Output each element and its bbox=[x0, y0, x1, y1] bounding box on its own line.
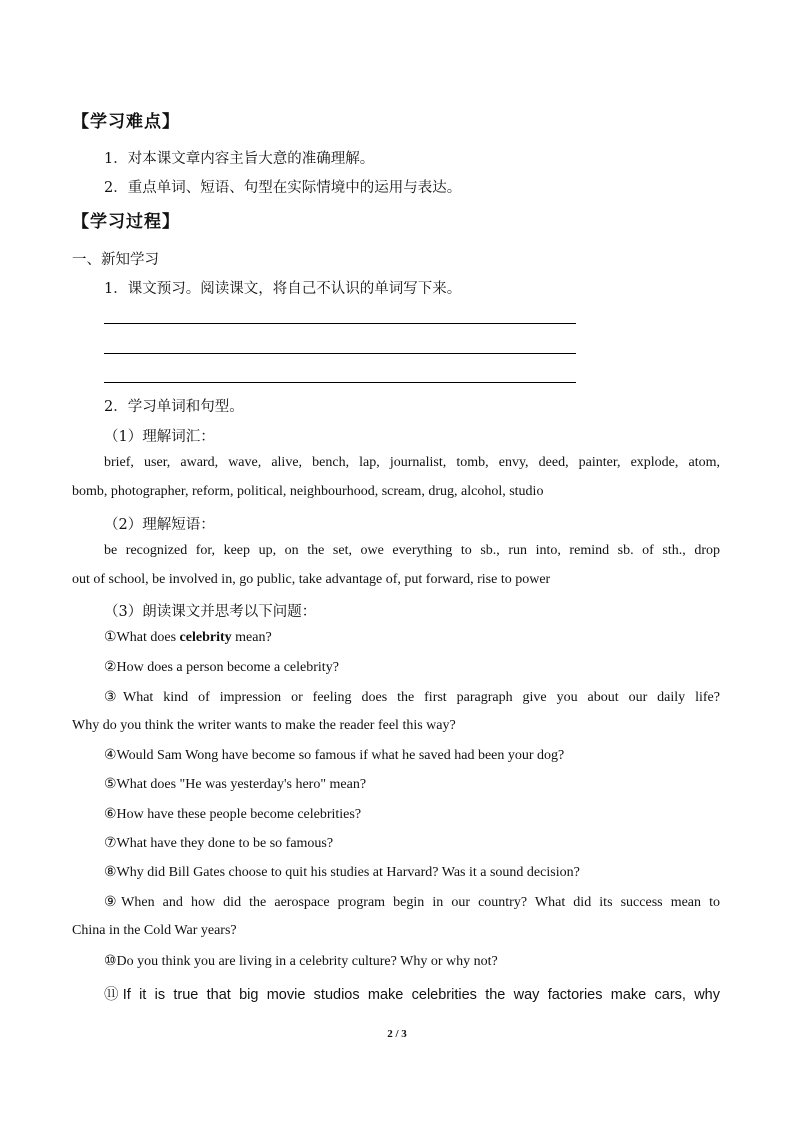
subsection-new-learning: 一、新知学习 bbox=[72, 252, 159, 268]
question-1 bbox=[104, 629, 272, 646]
difficulty-item-1: 1．对本课文章内容主旨大意的准确理解。 bbox=[104, 151, 375, 167]
difficulty-item-2: 2．重点单词、短语、句型在实际情境中的运用与表达。 bbox=[104, 180, 462, 196]
questions-heading: （3）朗读课文并思考以下问题： bbox=[104, 604, 317, 620]
question-7: ⑦What have they done to be so famous? bbox=[104, 836, 334, 851]
question-2: ②How does a person become a celebrity? bbox=[104, 660, 339, 675]
question-4: ④Would Sam Wong have become so famous if what he saved had been your dog? bbox=[104, 748, 565, 763]
writing-line-2 bbox=[104, 353, 576, 354]
question-1-keyword: celebrity bbox=[179, 630, 232, 645]
question-5: ⑤What does "He was yesterday's hero" mean? bbox=[104, 777, 367, 792]
question-9-line-1: ⑨When and how did the aerospace program begin in our country? What did its success mean to bbox=[104, 895, 720, 910]
preview-instruction: 1．课文预习。阅读课文，将自己不认识的单词写下来。 bbox=[104, 281, 462, 297]
question-10: ⑩Do you think you are living in a celebrity culture? Why or why not? bbox=[104, 954, 498, 969]
question-1-start: ①What does bbox=[104, 630, 180, 645]
page-number: 2 / 3 bbox=[387, 1028, 407, 1040]
phrases-list-line-1: be recognized for, keep up, on the set, owe everything to sb., run into, remind sb. of sth., drop bbox=[104, 543, 720, 558]
vocab-list-line-2: bomb, photographer, reform, political, neighbourhood, scream, drug, alcohol, studio bbox=[72, 484, 544, 499]
question-8: ⑧Why did Bill Gates choose to quit his studies at Harvard? Was it a sound decision? bbox=[104, 865, 580, 880]
study-words-heading: 2．学习单词和句型。 bbox=[104, 399, 244, 415]
question-3-line-1: ③What kind of impression or feeling does the first paragraph give you about our daily life? bbox=[104, 690, 720, 705]
question-3-line-2: Why do you think the writer wants to make the reader feel this way? bbox=[72, 718, 456, 733]
vocab-list-line-1: brief, user, award, wave, alive, bench, lap, journalist, tomb, envy, deed, painter, explode, atom, bbox=[104, 455, 720, 470]
section-title-difficulties: 【学习难点】 bbox=[72, 112, 180, 132]
question-6: ⑥How have these people become celebrities? bbox=[104, 807, 362, 822]
writing-line-1 bbox=[104, 323, 576, 324]
question-1-end: mean? bbox=[231, 630, 272, 645]
phrases-heading: （2）理解短语： bbox=[104, 517, 215, 533]
question-11-line-1: ⑪If it is true that big movie studios make celebrities the way factories make cars, why bbox=[104, 987, 720, 1003]
writing-line-3 bbox=[104, 382, 576, 383]
phrases-list-line-2: out of school, be involved in, go public, take advantage of, put forward, rise to power bbox=[72, 572, 551, 587]
section-title-process: 【学习过程】 bbox=[72, 212, 180, 232]
vocab-heading: （1）理解词汇： bbox=[104, 429, 215, 445]
question-9-line-2: China in the Cold War years? bbox=[72, 923, 237, 938]
